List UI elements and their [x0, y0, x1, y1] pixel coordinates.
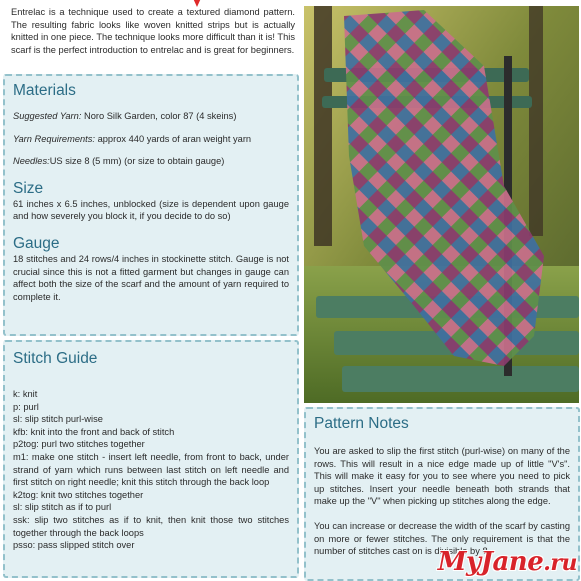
stitch-item: sl: slip stitch as if to purl — [13, 502, 112, 513]
stitch-item: psso: pass slipped stitch over — [13, 540, 135, 551]
needles-value: US size 8 (5 mm) (or size to obtain gauge) — [49, 156, 225, 167]
yarn-requirements-label: Yarn Requirements: — [13, 133, 95, 144]
stitch-item: kfb: knit into the front and back of stitch — [13, 426, 175, 437]
pattern-notes-paragraph-1: You are asked to slip the first stitch (purl-wise) on many of the rows. This will result in a nice edge made up of little "V's". This will make it easy for you to see where you need to pick up stitches. Insert your needle beneath both strands that make up the "V" when picking up stitches along the edge. — [314, 446, 570, 507]
suggested-yarn-value: Noro Silk Garden, color 87 (4 skeins) — [84, 111, 237, 121]
intro-paragraph: Entrelac is a technique used to create a textured diamond pattern. The resulting fabric looks like woven knitted strips but is actually knitted in one piece. The technique looks more difficult than it is! This scarf is the perfect introduction to entrelac and is great for beginners. — [11, 7, 295, 55]
scarf-photo — [304, 6, 579, 403]
pattern-notes-heading: Pattern Notes — [314, 415, 409, 432]
stitch-item: ssk: slip two stitches as if to knit, then knit those two stitches together through the back loops — [13, 514, 289, 538]
stitch-guide-panel — [3, 340, 299, 578]
size-heading: Size — [13, 179, 44, 197]
stitch-guide-list — [13, 388, 289, 552]
suggested-yarn-label: Suggested Yarn: — [13, 111, 82, 121]
stitch-item: m1: make one stitch - insert left needle, from front to back, under strand of yarn which runs between last stitch on left needle and first stitch on right needle; knit this stitch through the back loop — [13, 451, 289, 488]
materials-heading: Materials — [13, 82, 76, 99]
red-arrow-icon — [186, 0, 208, 8]
needles-label: Needles: — [13, 156, 50, 167]
stitch-item: k2tog: knit two stitches together — [13, 489, 144, 500]
scarf-photo-illustration — [304, 6, 579, 403]
materials-panel — [3, 74, 299, 336]
size-text: 61 inches x 6.5 inches, unblocked (size is dependent upon gauge and how severely you block it, if you decide to do so) — [13, 198, 289, 222]
needles — [13, 155, 289, 168]
yarn-requirements — [13, 133, 289, 146]
suggested-yarn — [13, 110, 289, 123]
stitch-guide-heading: Stitch Guide — [13, 350, 98, 367]
gauge-text: 18 stitches and 24 rows/4 inches in stockinette stitch. Gauge is not crucial since this is not a fitted garment but changes in gauge can affect both the size of the scarf and the amount of yarn required to complete it. — [13, 253, 289, 302]
gauge-heading: Gauge — [13, 234, 60, 252]
watermark-main: MyJane — [437, 547, 544, 577]
stitch-item: sl: slip stitch purl-wise — [13, 414, 103, 425]
stitch-item: p: purl — [13, 401, 39, 412]
yarn-requirements-value: approx 440 yards of aran weight yarn — [97, 133, 252, 144]
stitch-item: k: knit — [13, 389, 38, 399]
watermark-suffix: .ru — [543, 550, 577, 576]
pattern-notes-paragraph-2: You can increase or decrease the width of the scarf by casting on more or fewer stitches. The only requirement is that the number of stitches cast on is divisible by 8. — [314, 520, 570, 557]
site-watermark — [438, 547, 577, 577]
stitch-item: p2tog: purl two stitches together — [13, 439, 145, 450]
